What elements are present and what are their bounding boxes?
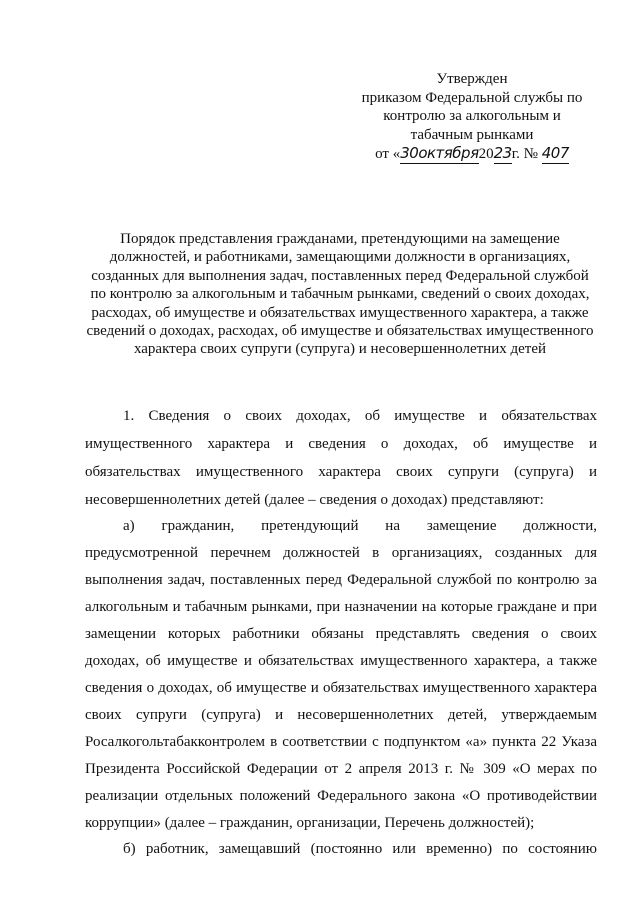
body-line: обязательствах имущественного характера своих супруги (супруга) и [85,464,597,480]
body-line: имущественного характера и сведения о доходах, об имуществе и [85,436,597,452]
handwritten-month: октября [418,144,479,162]
title-line: расходах, об имуществе и обязательствах имущественного характера, а также [91,304,589,321]
date-suffix: г. № [511,146,538,162]
body-line: доходах, об имуществе и обязательствах имущественного характера, а также [85,653,597,669]
handwritten-year: 23 [493,144,512,162]
approval-line-4: табачным рынками [410,126,534,143]
date-year-prefix: 20 [478,146,494,162]
body-line: коррупции» (далее – гражданин, организации, Перечень должностей); [85,815,535,831]
body-line: алкогольным и табачным рынками, при назначении на которые граждане и при [85,599,597,615]
body-line: а) гражданин, претендующий на замещение должности, [123,518,597,534]
body-line: предусмотренной перечнем должностей в организациях, созданных для [85,545,597,561]
approval-stamp [352,70,592,164]
body-line: Президента Российской Федерации от 2 апреля 2013 г. № 309 «О мерах по [85,761,597,777]
approval-line-3: контролю за алкогольным и [383,108,561,124]
date-prefix: от « [375,146,401,162]
body-line: Росалкогольтабакконтролем в соответствии с подпунктом «а» пункта 22 Указа [85,734,597,750]
body-line: сведения о доходах, об имуществе и обязательствах имущественного характера [85,680,597,696]
body-line: своих супруги (супруга) и несовершеннолетних детей, утверждаемым [85,707,597,723]
handwritten-number: 407 [541,144,569,162]
title-line: сведений о доходах, расходах, об имуществе и обязательствах имущественного [86,323,594,340]
body-line: выполнения задач, поставленных перед Федеральной службой по контролю за [85,572,597,588]
title-line: Порядок представления гражданами, претендующими на замещение [120,231,560,247]
body-line: несовершеннолетних детей (далее – сведения о доходах) представляют: [85,492,544,508]
title-line: созданных для выполнения задач, поставленных перед Федеральной службой [91,267,589,284]
title-line: характера своих супруги (супруга) и несовершеннолетних детей [133,341,547,358]
approval-line-1: Утвержден [436,71,508,87]
document-title [70,230,610,359]
body-line: замещении которых работники обязаны представлять сведения о своих [85,626,597,642]
body-line: б) работник, замещавший (постоянно или временно) по состоянию [123,841,597,857]
body-line: 1. Сведения о своих доходах, об имуществе и обязательствах [123,408,597,424]
handwritten-day: 30 [400,144,419,162]
title-line: по контролю за алкогольным и табачным рынками, сведений о своих доходах, [90,286,590,303]
body-line: реализации отдельных положений Федерального закона «О противодействии [85,788,597,804]
approval-date-line [375,144,569,164]
approval-line-2: приказом Федеральной службы по [361,89,583,106]
title-line: должностей, и работниками, замещающими должности в организациях, [109,249,571,266]
